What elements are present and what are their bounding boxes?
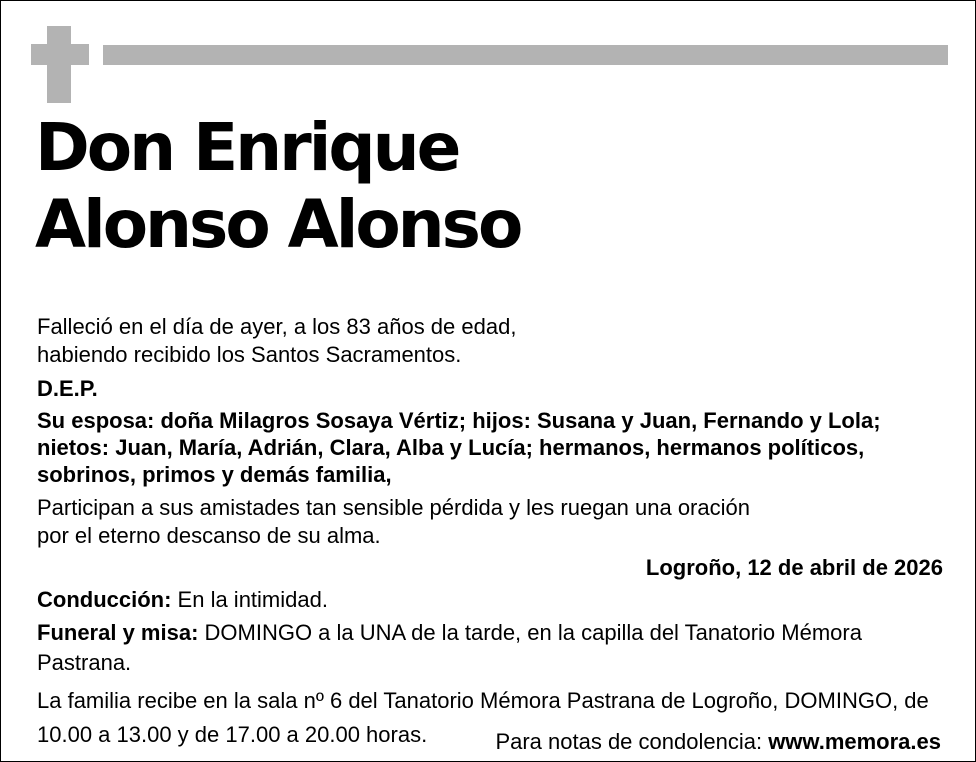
deceased-name-line-1: Don Enrique — [35, 109, 459, 186]
family-text: Su esposa: doña Milagros Sosaya Vértiz; hijos: Susana y Juan, Fernando y Lola; nietos: Juan, María, Adrián, Clara, Alba y Lucía; hermanos, hermanos políticos, sobrinos, primos y demás familia, — [37, 408, 881, 487]
place-date: Logroño, 12 de abril de 2026 — [645, 555, 943, 580]
obituary-body — [37, 313, 947, 752]
condolence-footer — [495, 729, 941, 755]
participan-line-2: por el eterno descanso de su alma. — [37, 523, 381, 548]
funeral-line — [37, 618, 947, 678]
intro-line-2: habiendo recibido los Santos Sacramentos. — [37, 342, 462, 367]
conduccion-line — [37, 586, 947, 614]
condolence-text: Para notas de condolencia: — [495, 729, 769, 754]
condolence-link[interactable]: www.memora.es — [768, 729, 941, 754]
conduccion-value: En la intimidad. — [171, 587, 328, 612]
funeral-label: Funeral y misa: — [37, 620, 199, 645]
header-rule — [103, 45, 948, 65]
deceased-name-line-2: Alonso Alonso — [35, 186, 521, 263]
deceased-name — [35, 109, 935, 263]
participan-line-1: Participan a sus amistades tan sensible pérdida y les ruegan una oración — [37, 495, 750, 520]
funeral-value: DOMINGO a la UNA de la tarde, en la capilla del Tanatorio Mémora Pastrana. — [37, 620, 862, 675]
dep-text: D.E.P. — [37, 376, 98, 401]
visitation-text: La familia recibe en la sala nº 6 del Tanatorio Mémora Pastrana de Logroño, DOMINGO, de 10.00 a 13.00 y de 17.00 a 20.00 horas. — [37, 688, 929, 747]
conduccion-label: Conducción: — [37, 587, 172, 612]
cross-horizontal-bar — [31, 44, 89, 65]
intro-line-1: Falleció en el día de ayer, a los 83 años de edad, — [37, 314, 517, 339]
